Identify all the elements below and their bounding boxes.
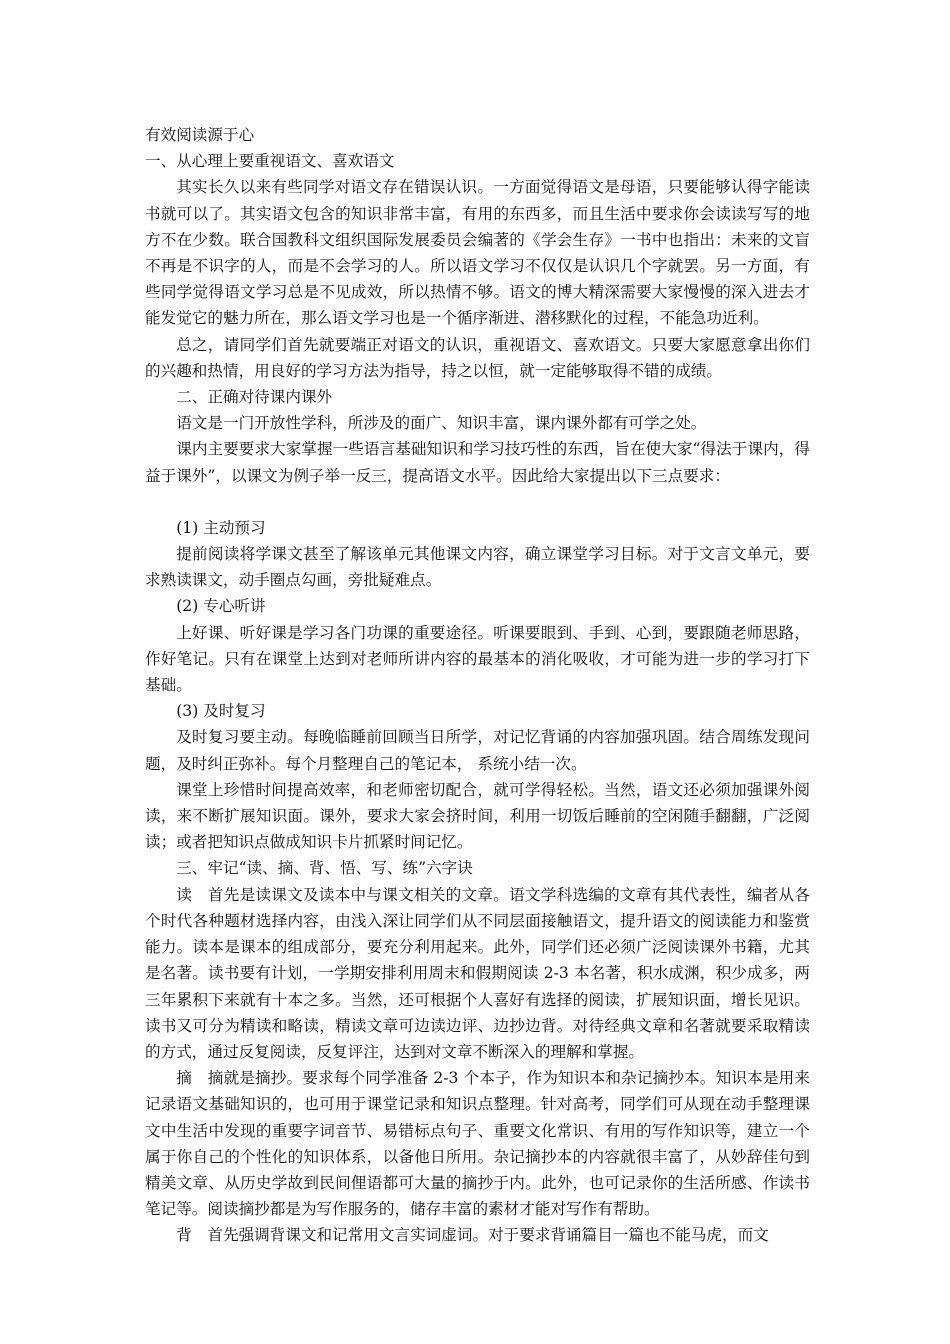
list-item-text-1: 提前阅读将学课文甚至了解该单元其他课文内容，确立课堂学习目标。对于文言文单元，要求熟读课文，动手圈点勾画，旁批疑难点。 — [145, 545, 810, 590]
document-title: 有效阅读源于心 — [145, 126, 255, 144]
document-page — [145, 122, 810, 1249]
section-heading-1: 一、从心理上要重视语文、喜欢语文 — [145, 152, 395, 171]
paragraph-excerpt: 摘 摘就是摘抄。要求每个同学准备 2-3 个本子，作为知识本和杂记摘抄本。知识本是用来记录语文基础知识的，也可用于课堂记录和知识点整理。针对高考，同学们可从现在动手整理课文中生活中发现的重要字词音节、易错标点句子、重要文化常识、有用的写作知识等，建立一个属于你自己的个性化的知识体系，以备他日所用。杂记摘抄本的内容就很丰富了，从妙辞佳句到精美文章、从历史学故到民间俚语都可大量的摘抄于内。此外，也可记录你的生活所感、作读书笔记等。阅读摘抄都是为写作服务的，储存丰富的素材才能对写作有帮助。 — [145, 1069, 810, 1219]
blank-line — [145, 489, 810, 515]
paragraph-recite: 背 首先强调背课文和记常用文言实词虚词。对于要求背诵篇目一篇也不能马虎，而文 — [176, 1226, 769, 1245]
section-heading-3: 三、牢记“读、摘、背、悟、写、练”六字诀 — [176, 859, 473, 878]
paragraph: 课内主要要求大家掌握一些语言基础知识和学习技巧性的东西，旨在使大家“得法于课内，得益于课外”，以课文为例子举一反三，提高语文水平。因此给大家提出以下三点要求： — [145, 440, 810, 485]
paragraph: 总之，请同学们首先就要端正对语文的认识，重视语文、喜欢语文。只要大家愿意拿出你们的兴趣和热情，用良好的学习方法为指导，持之以恒，就一定能够取得不错的成绩。 — [145, 335, 810, 380]
list-item-heading-1: (1) 主动预习 — [176, 518, 266, 537]
section-heading-2: 二、正确对待课内课外 — [176, 388, 333, 407]
paragraph-read: 读 首先是读课文及读本中与课文相关的文章。语文学科选编的文章有其代表性，编者从各个时代各种题材选择内容，由浅入深让同学们从不同层面接触语文，提升语文的阅读能力和鉴赏能力。读本是课本的组成部分，要充分利用起来。此外，同学们还必须广泛阅读课外书籍，尤其是名著。读书要有计划，一学期安排利用周末和假期阅读 2-3 本名著，积水成渊，积少成多，两三年累积下来就有十本之多。当然，还可根据个人喜好有选择的阅读，扩展知识面，增长见识。读书又可分为精读和略读，精读文章可边读边评、边抄边背。对待经典文章和名著就要采取精读的方式，通过反复阅读，反复评注，达到对文章不断深入的理解和掌握。 — [145, 885, 810, 1061]
paragraph: 其实长久以来有些同学对语文存在错误认识。一方面觉得语文是母语，只要能够认得字能读书就可以了。其实语文包含的知识非常丰富，有用的东西多，而且生活中要求你会读读写写的地方不在少数。联合国教科文组织国际发展委员会编著的《学会生存》一书中也指出：未来的文盲不再是不识字的人，而是不会学习的人。所以语文学习不仅仅是认识几个字就罢。另一方面，有些同学觉得语文学习总是不见成效，所以热情不够。语文的博大精深需要大家慢慢的深入进去才能发觉它的魅力所在，那么语文学习也是一个循序渐进、潜移默化的过程，不能急功近利。 — [145, 178, 810, 328]
list-item-heading-2: (2) 专心听讲 — [176, 597, 266, 616]
list-item-heading-3: (3) 及时复习 — [176, 702, 266, 721]
list-item-text-2: 上好课、听好课是学习各门功课的重要途径。听课要眼到、手到、心到，要跟随老师思路，作好笔记。只有在课堂上达到对老师所讲内容的最基本的消化吸收，才可能为进一步的学习打下基础。 — [145, 623, 810, 695]
list-item-text-3: 及时复习要主动。每晚临睡前回顾当日所学，对记忆背诵的内容加强巩固。结合周练发现问题，及时纠正弥补。每个月整理自己的笔记本， 系统小结一次。 — [145, 728, 810, 773]
paragraph: 语文是一门开放性学科，所涉及的面广、知识丰富，课内课外都有可学之处。 — [176, 414, 707, 433]
paragraph: 课堂上珍惜时间提高效率，和老师密切配合，就可学得轻松。当然，语文还必须加强课外阅读，来不断扩展知识面。课外，要求大家会挤时间，利用一切饭后睡前的空闲随手翻翻，广泛阅读；或者把知识点做成知识卡片抓紧时间记忆。 — [145, 780, 810, 852]
